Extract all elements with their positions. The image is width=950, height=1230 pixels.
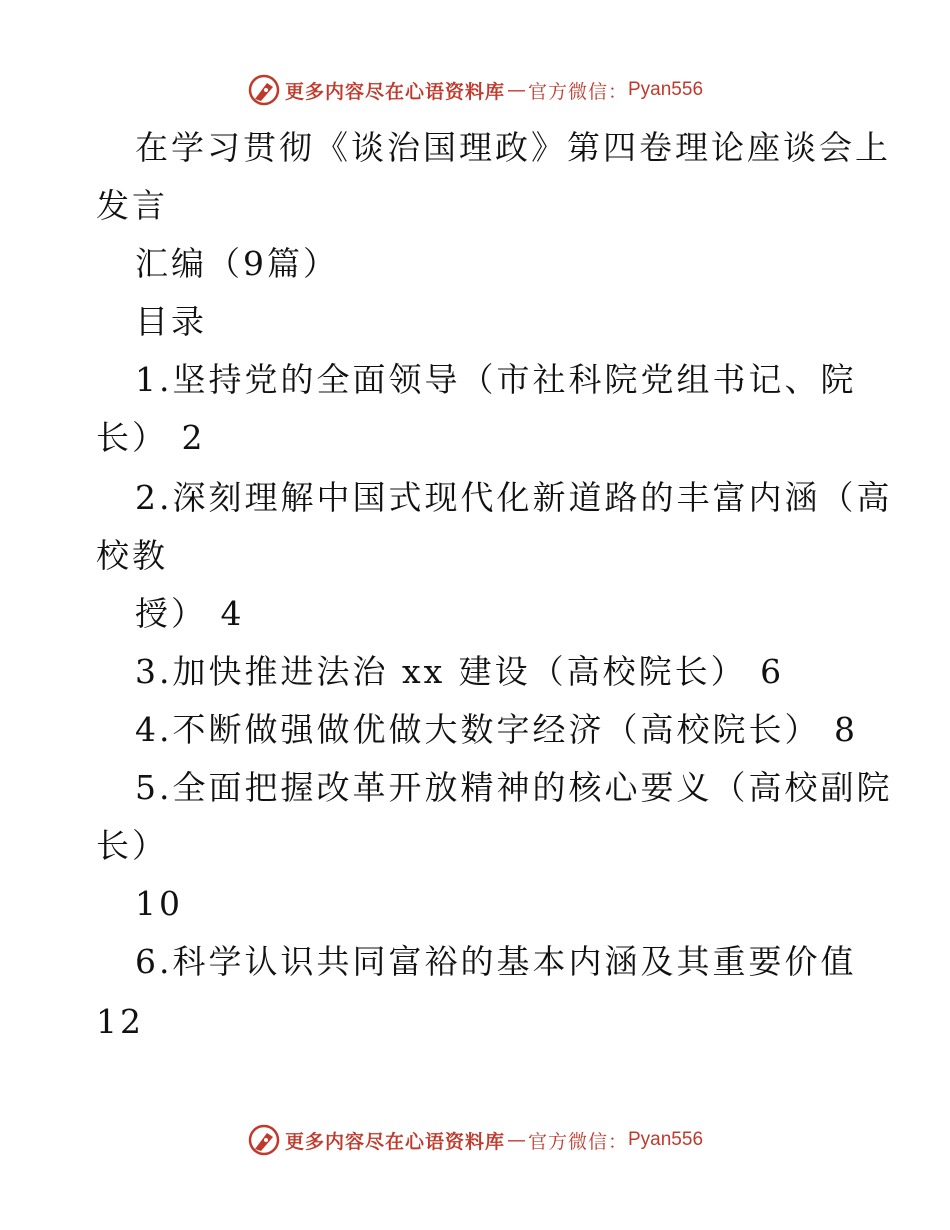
doc-title-line-1: 在学习贯彻《谈治国理政》第四卷理论座谈会上 <box>135 128 891 167</box>
banner-brand-text: 更多内容尽在心语资料库 <box>284 1130 505 1153</box>
pen-nib-logo-icon <box>247 1123 281 1157</box>
toc-entry-6-line-1: 6.科学认识共同富裕的基本内涵及其重要价值 <box>135 942 857 981</box>
toc-entry-2-line-3: 授） 4 <box>135 594 245 633</box>
toc-entry-1-line-2: 长） 2 <box>96 418 206 457</box>
banner-separator: — <box>506 1129 526 1151</box>
banner-wechat-id: Pyan556 <box>628 79 704 100</box>
toc-entry-5-line-3: 10 <box>135 884 183 923</box>
toc-entry-6-line-2: 12 <box>96 1002 144 1041</box>
banner-wechat-id: Pyan556 <box>628 1129 704 1150</box>
pen-nib-logo-icon <box>247 73 281 107</box>
footer-banner <box>0 1118 950 1162</box>
toc-entry-5-line-2: 长） <box>96 826 168 865</box>
toc-entry-2-line-2: 校教 <box>96 536 168 575</box>
banner-wechat-label: 官方微信： <box>527 1130 628 1153</box>
toc-entry-5-line-1: 5.全面把握改革开放精神的核心要义（高校副院 <box>135 768 893 807</box>
toc-entry-1-line-1: 1.坚持党的全面领导（市社科院党组书记、院 <box>135 360 857 399</box>
doc-subtitle: 汇编（9篇） <box>135 244 339 283</box>
toc-entry-4: 4.不断做强做优做大数字经济（高校院长） 8 <box>135 710 858 749</box>
toc-heading: 目录 <box>135 302 207 341</box>
banner-brand-text: 更多内容尽在心语资料库 <box>284 80 505 103</box>
banner-separator: — <box>506 79 526 101</box>
banner-wechat-label: 官方微信： <box>527 80 628 103</box>
doc-title-line-2: 发言 <box>96 186 168 225</box>
toc-entry-2-line-1: 2.深刻理解中国式现代化新道路的丰富内涵（高 <box>135 478 893 517</box>
header-banner <box>0 68 950 112</box>
toc-entry-3: 3.加快推进法治 xx 建设（高校院长） 6 <box>135 652 785 691</box>
